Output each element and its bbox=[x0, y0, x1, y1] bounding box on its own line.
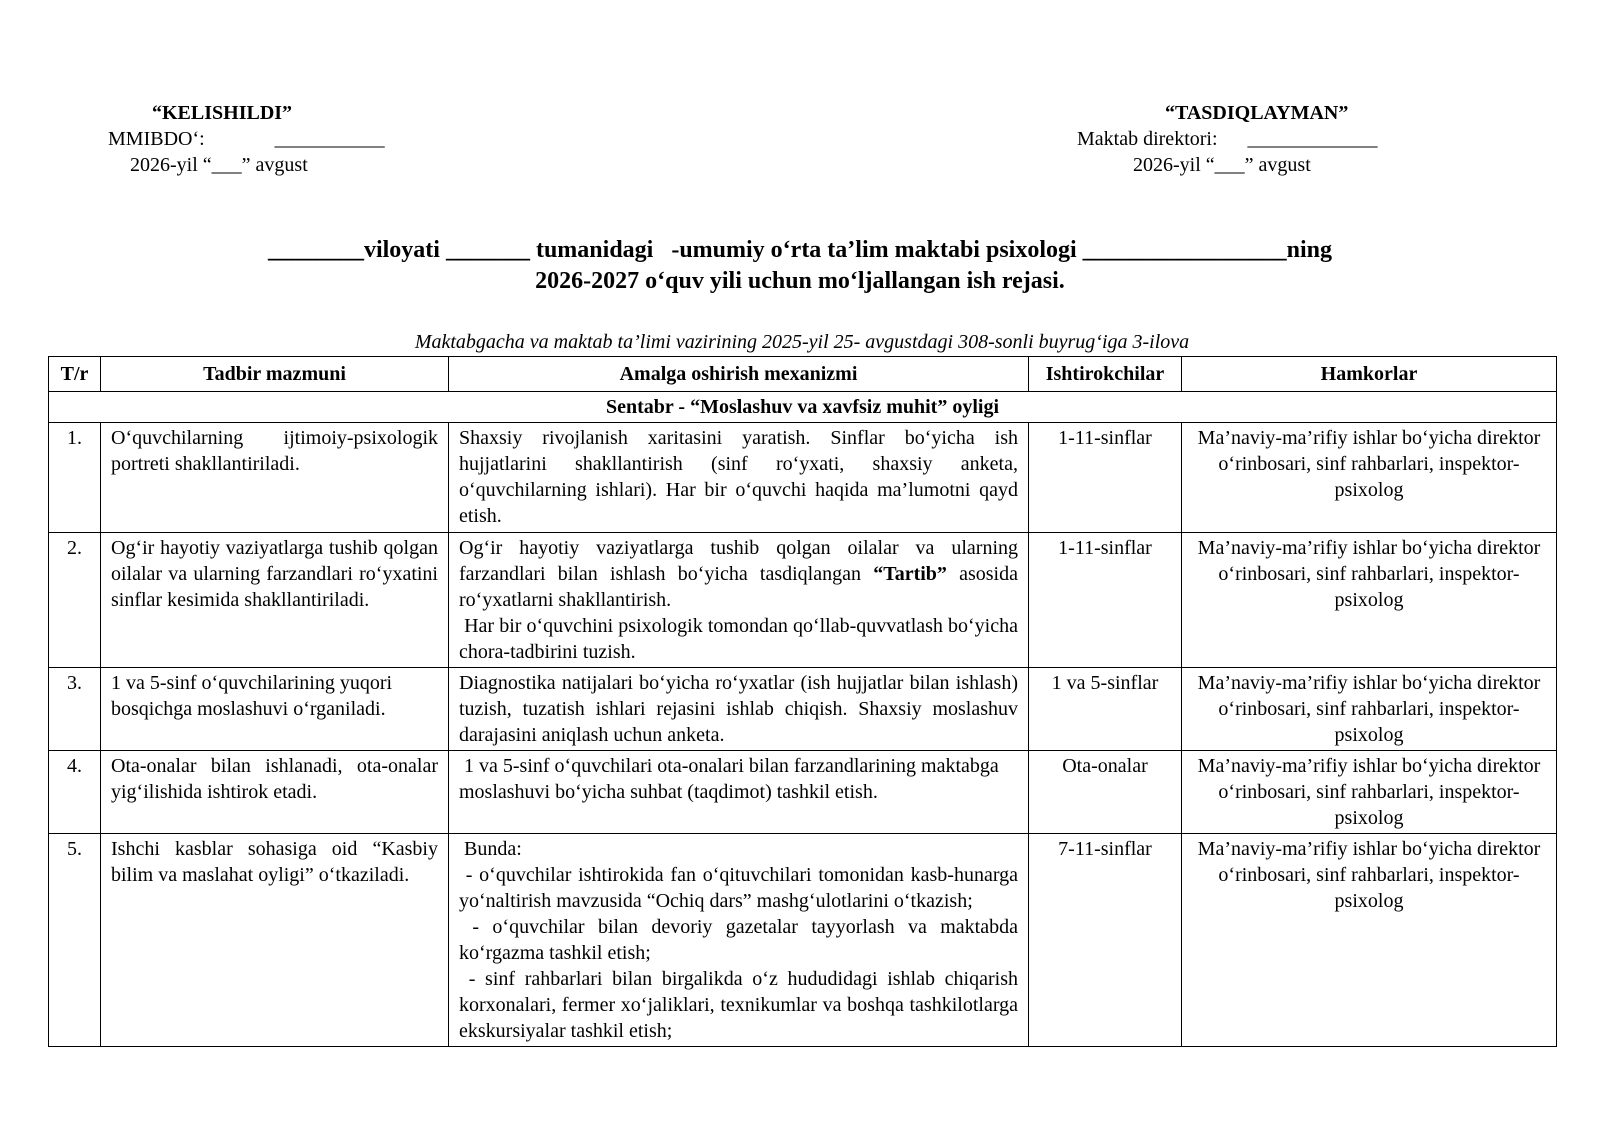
table-row bbox=[49, 834, 1557, 1047]
header-partners: Hamkorlar bbox=[1182, 357, 1557, 392]
agreed-heading: “KELISHILDI” bbox=[152, 102, 293, 124]
row-partners: Ma’naviy-ma’rifiy ishlar bo‘yicha direktor o‘rinbosari, sinf rahbarlari, inspektor-psixolog bbox=[1182, 533, 1557, 668]
document-title bbox=[100, 235, 1500, 297]
row-participants: 1-11-sinflar bbox=[1029, 533, 1182, 668]
row-mechanism bbox=[449, 423, 1029, 533]
title-line-1: ________viloyati _______ tumanidagi -umumiy o‘rta ta’lim maktabi psixologi _________________ning bbox=[267, 237, 1333, 263]
row-mechanism bbox=[449, 751, 1029, 834]
mechanism-text: 1 va 5-sinf o‘quvchilari ota-onalari bilan farzandlarining maktabga moslashuvi bo‘yicha suhbat (taqdimot) tashkil etish. bbox=[459, 755, 1004, 803]
mechanism-text bbox=[459, 535, 1018, 613]
mechanism-item: - o‘quvchilar bilan devoriy gazetalar tayyorlash va maktabda ko‘rgazma tashkil etish; bbox=[459, 916, 1023, 964]
row-participants: 7-11-sinflar bbox=[1029, 834, 1182, 1047]
row-event: Ishchi kasblar sohasiga oid “Kasbiy bilim va maslahat oyligi” o‘tkaziladi. bbox=[101, 834, 449, 1047]
approve-block bbox=[1077, 100, 1437, 178]
row-event: O‘quvchilarning ijtimoiy-psixologik portreti shakllantiriladi. bbox=[101, 423, 449, 533]
mechanism-text-start: Og‘ir hayotiy vaziyatlarga tushib qolgan oilalar va ularning farzandlari bilan ishlash bo‘yicha tasdiqlangan bbox=[459, 537, 1018, 585]
month-title: Sentabr - “Moslashuv va xavfsiz muhit” oyligi bbox=[49, 392, 1557, 423]
header-participants: Ishtirokchilar bbox=[1029, 357, 1182, 392]
table-row bbox=[49, 668, 1557, 751]
table-row bbox=[49, 533, 1557, 668]
row-number: 2. bbox=[49, 533, 101, 668]
row-event: Og‘ir hayotiy vaziyatlarga tushib qolgan oilalar va ularning farzandlari ro‘yxatini sinflar kesimida shakllantiriladi. bbox=[101, 533, 449, 668]
table-row bbox=[49, 423, 1557, 533]
mechanism-text: Diagnostika natijalari bo‘yicha ro‘yxatlar (ish hujjatlar bilan ishlash) tuzish, tuzatish ishlari rejasini ishlab chiqish. Shaxsiy moslashuv darajasini aniqlash uchun anketa. bbox=[459, 672, 1018, 746]
header-event: Tadbir mazmuni bbox=[101, 357, 449, 392]
row-number: 3. bbox=[49, 668, 101, 751]
approve-heading: “TASDIQLAYMAN” bbox=[1165, 102, 1349, 124]
header-mechanism: Amalga oshirish mexanizmi bbox=[449, 357, 1029, 392]
row-number: 5. bbox=[49, 834, 101, 1047]
row-event: 1 va 5-sinf o‘quvchilarining yuqori bosqichga moslashuvi o‘rganiladi. bbox=[101, 668, 449, 751]
row-participants: Ota-onalar bbox=[1029, 751, 1182, 834]
row-partners: Ma’naviy-ma’rifiy ishlar bo‘yicha direktor o‘rinbosari, sinf rahbarlari, inspektor-psixolog bbox=[1182, 751, 1557, 834]
row-participants: 1-11-sinflar bbox=[1029, 423, 1182, 533]
mechanism-text-extra: Har bir o‘quvchini psixologik tomondan qo‘llab-quvvatlash bo‘yicha chora-tadbirini tuzish. bbox=[459, 615, 1023, 663]
row-partners: Ma’naviy-ma’rifiy ishlar bo‘yicha direktor o‘rinbosari, sinf rahbarlari, inspektor-psixolog bbox=[1182, 668, 1557, 751]
annex-note: Maktabgacha va maktab ta’limi vazirining 2025-yil 25- avgustdagi 308-sonli buyrug‘iga 3-ilova bbox=[414, 331, 1190, 353]
row-partners: Ma’naviy-ma’rifiy ishlar bo‘yicha direktor o‘rinbosari, sinf rahbarlari, inspektor-psixolog bbox=[1182, 834, 1557, 1047]
row-mechanism bbox=[449, 834, 1029, 1047]
row-mechanism bbox=[449, 668, 1029, 751]
mechanism-item: - sinf rahbarlari bilan birgalikda o‘z hududidagi ishlab chiqarish korxonalari, fermer xo‘jaliklari, texnikumlar va boshqa tashkilotlarga ekskursiyalar tashkil etish; bbox=[459, 968, 1023, 1042]
mechanism-intro: Bunda: bbox=[459, 838, 522, 860]
approve-date-line: 2026-yil “___” avgust bbox=[1133, 154, 1311, 176]
mechanism-text: Shaxsiy rivojlanish xaritasini yaratish. Sinflar bo‘yicha ish hujjatlarini shakllantirish (sinf ro‘yxati, shaxsiy anketa, o‘quvchilarning ishlari). Har bir o‘quvchi haqida ma’lumotni qayd etish. bbox=[459, 427, 1018, 527]
row-event: Ota-onalar bilan ishlanadi, ota-onalar yig‘ilishida ishtirok etadi. bbox=[101, 751, 449, 834]
approve-signer-line: Maktab direktori: _____________ bbox=[1077, 128, 1378, 150]
row-mechanism bbox=[449, 533, 1029, 668]
table-row bbox=[49, 751, 1557, 834]
month-row bbox=[49, 392, 1557, 423]
agreed-date-line: 2026-yil “___” avgust bbox=[130, 154, 308, 176]
mechanism-bold-term: “Tartib” bbox=[873, 563, 947, 585]
title-line-2: 2026-2027 o‘quv yili uchun mo‘ljallangan ish rejasi. bbox=[535, 268, 1065, 294]
header-number: T/r bbox=[49, 357, 101, 392]
mechanism-item: - o‘quvchilar ishtirokida fan o‘qituvchilari tomonidan kasb-hunarga yo‘naltirish mavzusida “Ochiq dars” mashg‘ulotlarini o‘tkazish; bbox=[459, 864, 1024, 912]
work-plan-table bbox=[48, 356, 1557, 1047]
row-participants: 1 va 5-sinflar bbox=[1029, 668, 1182, 751]
row-partners: Ma’naviy-ma’rifiy ishlar bo‘yicha direktor o‘rinbosari, sinf rahbarlari, inspektor-psixolog bbox=[1182, 423, 1557, 533]
mechanism-text-end: asosida ro‘yxatlarni shakllantirish. bbox=[459, 563, 1018, 611]
table-header-row bbox=[49, 357, 1557, 392]
agreed-signer-line: MMIBDO‘: ___________ bbox=[108, 128, 385, 150]
row-number: 1. bbox=[49, 423, 101, 533]
row-number: 4. bbox=[49, 751, 101, 834]
agreed-block bbox=[108, 100, 448, 178]
